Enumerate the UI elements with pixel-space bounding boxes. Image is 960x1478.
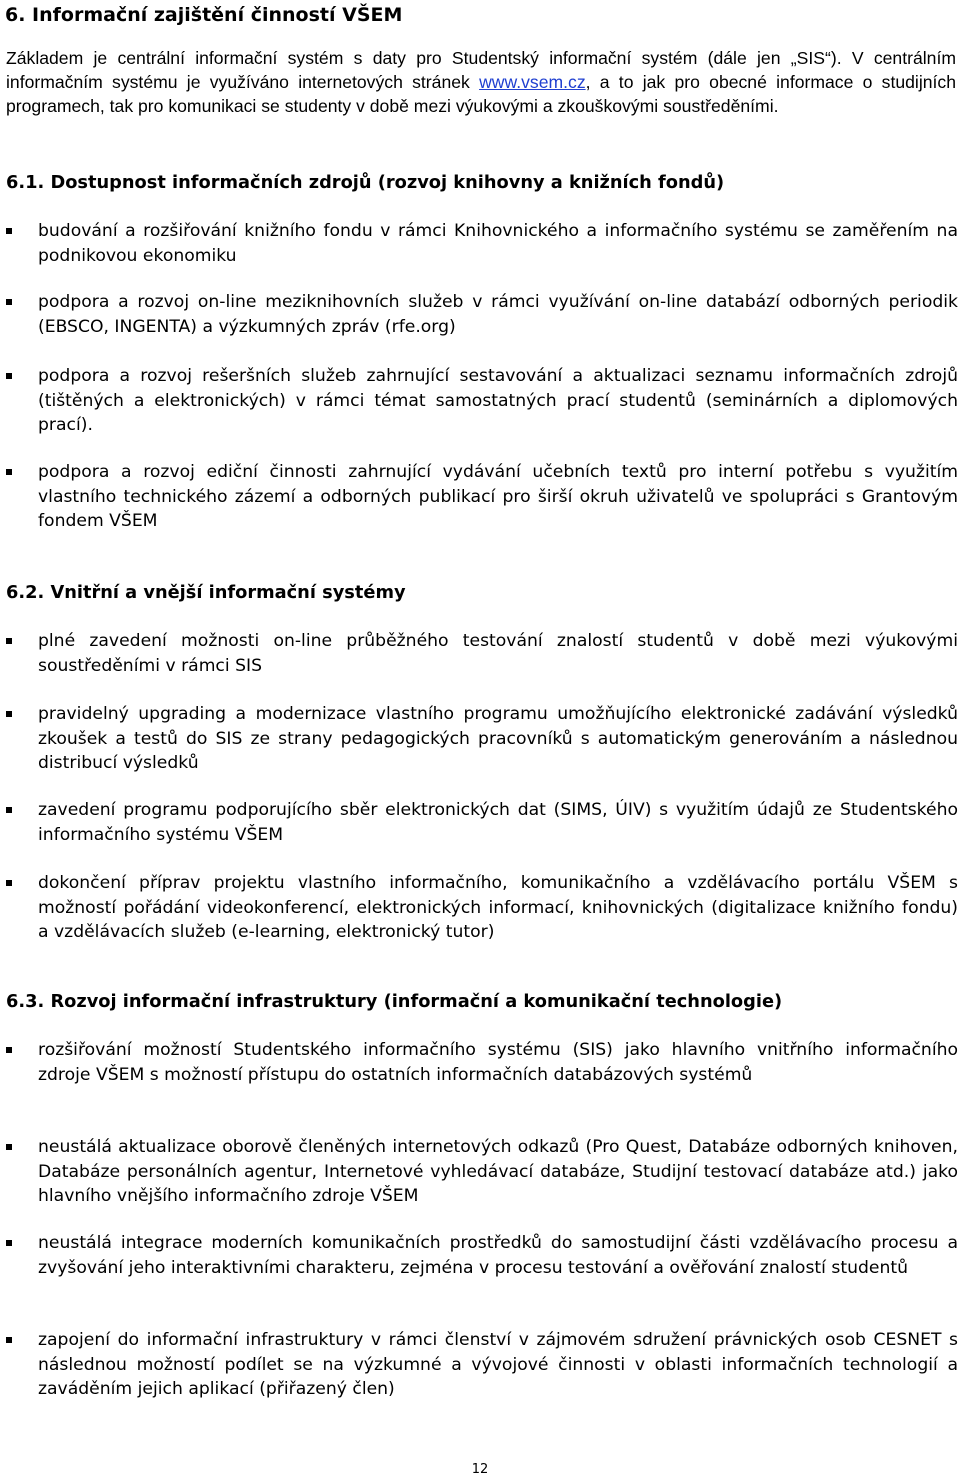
bullet-square bbox=[6, 880, 12, 886]
bullet-square bbox=[6, 1240, 12, 1246]
website-link[interactable]: www.vsem.cz bbox=[479, 72, 586, 92]
section-heading-6-3: 6.3. Rozvoj informační infrastruktury (informační a komunikační technologie) bbox=[6, 991, 783, 1012]
intro-paragraph bbox=[6, 46, 956, 118]
list-item: podpora a rozvoj rešeršních služeb zahrnující sestavování a aktualizaci seznamu informačních zdrojů (tištěných a elektronických) v rámci témat samostatných prací studentů (seminárních a diplomových prací). bbox=[38, 366, 958, 435]
bullet-square bbox=[6, 807, 12, 813]
list-item: rozšiřování možností Studentského informačního systému (SIS) jako hlavního vnitřního informačního zdroje VŠEM s možností přístupu do ostatních informačních databázových systémů bbox=[38, 1040, 958, 1085]
bullet-square bbox=[6, 299, 12, 305]
list-item: neustálá aktualizace oborově členěných internetových odkazů (Pro Quest, Databáze odborných knihoven, Databáze personálních agentur, Internetové vyhledávací databáze, Studijní testovací databáze atd.) jako hlavního vnějšího informačního zdroje VŠEM bbox=[38, 1137, 958, 1206]
bullet-square bbox=[6, 373, 12, 379]
bullet-square bbox=[6, 228, 12, 234]
intro-text-after-link: , a to jak pro obecné informace o studijních programech, tak pro komunikaci se studenty v době mezi výukovými a zkouškovými soustředěními. bbox=[6, 72, 956, 116]
list-item: dokončení příprav projektu vlastního informačního, komunikačního a vzdělávacího portálu VŠEM s možností pořádání videokonferencí, elektronických informací, knihovnických (digitalizace knižního fondu) a vzdělávacích služeb (e-learning, elektronický tutor) bbox=[38, 873, 958, 942]
list-item: plné zavedení možnosti on-line průběžného testování znalostí studentů v době mezi výukovými soustředěními v rámci SIS bbox=[38, 631, 958, 676]
bullet-square bbox=[6, 638, 12, 644]
section-heading-6-1: 6.1. Dostupnost informačních zdrojů (rozvoj knihovny a knižních fondů) bbox=[6, 172, 725, 193]
page-number: 12 bbox=[471, 1462, 489, 1477]
list-item: podpora a rozvoj on-line meziknihovních služeb v rámci využívání on-line databází odborných periodik (EBSCO, INGENTA) a výzkumných zpráv (rfe.org) bbox=[38, 292, 958, 337]
intro-text-before-link: Základem je centrální informační systém s daty pro Studentský informační systém (dále jen „SIS“). V centrálním informačním systému je využíváno internetových stránek bbox=[6, 48, 956, 92]
list-item: neustálá integrace moderních komunikačních prostředků do samostudijní části vzdělávacího procesu a zvyšování jeho interaktivními charakteru, zejména v procesu testování a ověřování znalostí studentů bbox=[38, 1233, 958, 1278]
bullet-square bbox=[6, 1047, 12, 1053]
list-item: budování a rozšiřování knižního fondu v rámci Knihovnického a informačního systému se zaměřením na podnikovou ekonomiku bbox=[38, 221, 958, 266]
bullet-square bbox=[6, 711, 12, 717]
chapter-heading: 6. Informační zajištění činností VŠEM bbox=[5, 4, 403, 26]
list-item: pravidelný upgrading a modernizace vlastního programu umožňujícího elektronické zadávání výsledků zkoušek a testů do SIS ze strany pedagogických pracovníků s automatickým generováním a následnou distribucí výsledků bbox=[38, 704, 958, 773]
list-item: podpora a rozvoj ediční činnosti zahrnující vydávání učebních textů pro interní potřebu s využitím vlastního technického zázemí a odborných publikací pro širší okruh uživatelů ve spolupráci s Grantovým fondem VŠEM bbox=[38, 462, 958, 531]
bullet-square bbox=[6, 1144, 12, 1150]
list-item: zapojení do informační infrastruktury v rámci členství v zájmovém sdružení právnických osob CESNET s následnou možností podílet se na výzkumné a vývojové činnosti v oblasti informačních technologií a zaváděním jejich aplikací (přiřazený člen) bbox=[38, 1330, 958, 1399]
section-heading-6-2: 6.2. Vnitřní a vnější informační systémy bbox=[6, 582, 406, 603]
bullet-square bbox=[6, 1337, 12, 1343]
list-item: zavedení programu podporujícího sběr elektronických dat (SIMS, ÚIV) s využitím údajů ze Studentského informačního systému VŠEM bbox=[38, 800, 958, 845]
bullet-square bbox=[6, 469, 12, 475]
